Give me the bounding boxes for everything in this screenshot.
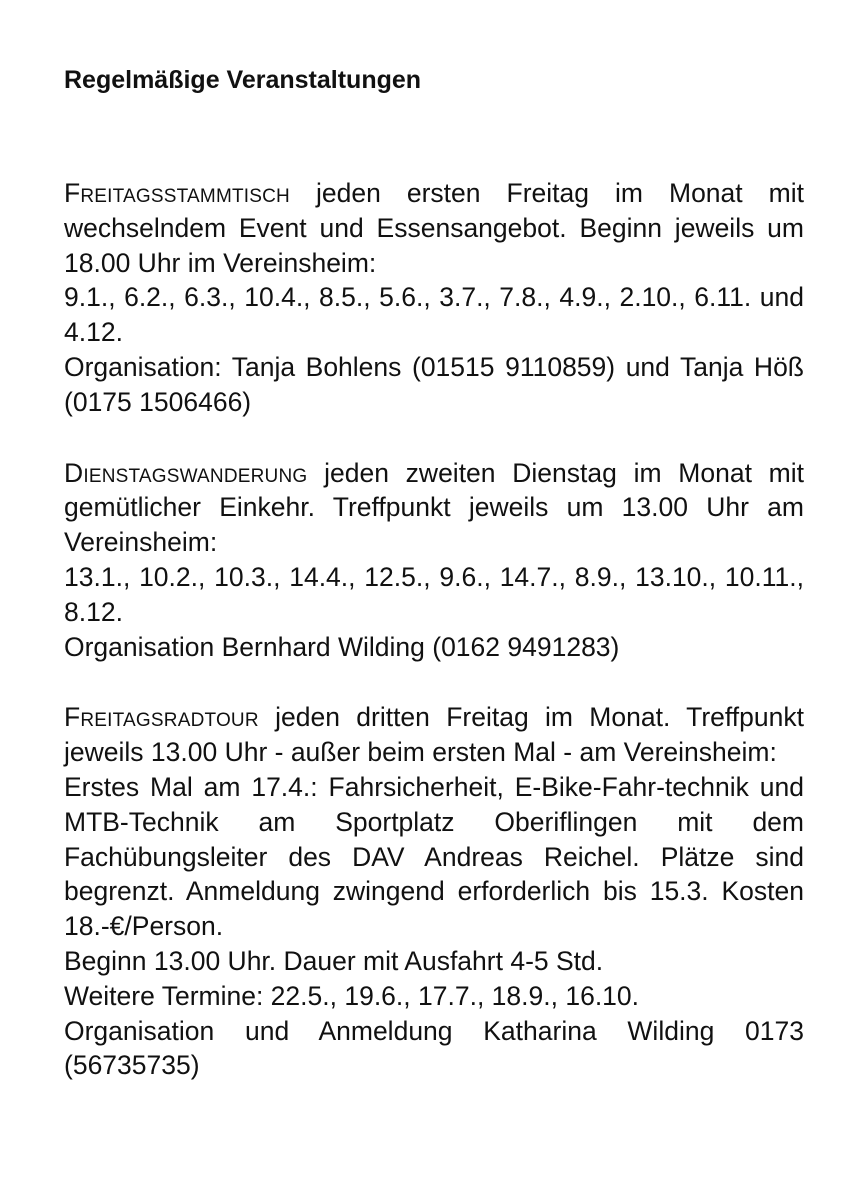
section-start: Beginn 13.00 Uhr. Dauer mit Ausfahrt 4-5 Std. bbox=[64, 945, 604, 976]
section-intro bbox=[64, 456, 804, 560]
section-intro bbox=[64, 700, 804, 770]
section-intro-text: jeden dritten Freitag im Monat. Treffpunkt jeweils 13.00 Uhr - außer beim ersten Mal - am Vereinsheim: bbox=[64, 702, 804, 768]
section-first-event: Erstes Mal am 17.4.: Fahrsicherheit, E-Bike-Fahr-technik und MTB-Technik am Sportplatz Oberiflingen mit dem Fachübungsleiter des DAV Andreas Reichel. Plätze sind begrenzt. Anmeldung zwingend erforderlich bis 15.3. Kosten 18.-€/Person. bbox=[64, 771, 804, 942]
section-freitagsradtour bbox=[64, 700, 804, 1083]
section-organisation: Organisation und Anmeldung Katharina Wilding 0173 (56735735) bbox=[64, 1015, 804, 1081]
document-page bbox=[64, 60, 804, 1119]
section-dates: 9.1., 6.2., 6.3., 10.4., 8.5., 5.6., 3.7., 7.8., 4.9., 2.10., 6.11. und 4.12. bbox=[64, 282, 804, 348]
section-heading: Dienstagswanderung bbox=[64, 457, 308, 488]
section-intro-text: jeden ersten Freitag im Monat mit wechselndem Event und Essensangebot. Beginn jeweils um 18.00 Uhr im Vereinsheim: bbox=[64, 178, 804, 278]
section-intro-text: jeden zweiten Dienstag im Monat mit gemütlicher Einkehr. Treffpunkt jeweils um 13.00 Uhr am Vereinsheim: bbox=[64, 457, 804, 558]
section-more-dates: Weitere Termine: 22.5., 19.6., 17.7., 18.9., 16.10. bbox=[64, 980, 640, 1011]
section-dienstagswanderung bbox=[64, 456, 804, 665]
section-organisation: Organisation Bernhard Wilding (0162 9491283) bbox=[64, 631, 620, 662]
section-organisation: Organisation: Tanja Bohlens (01515 9110859) und Tanja Höß (0175 1506466) bbox=[64, 351, 804, 417]
section-heading: Freitagsstammtisch bbox=[64, 178, 290, 208]
section-heading: Freitagsradtour bbox=[64, 702, 259, 733]
page-title: Regelmäßige Veranstaltungen bbox=[64, 66, 422, 94]
section-freitagsstammtisch bbox=[64, 176, 804, 420]
section-dates: 13.1., 10.2., 10.3., 14.4., 12.5., 9.6., 14.7., 8.9., 13.10., 10.11., 8.12. bbox=[64, 561, 804, 627]
section-intro bbox=[64, 176, 804, 280]
